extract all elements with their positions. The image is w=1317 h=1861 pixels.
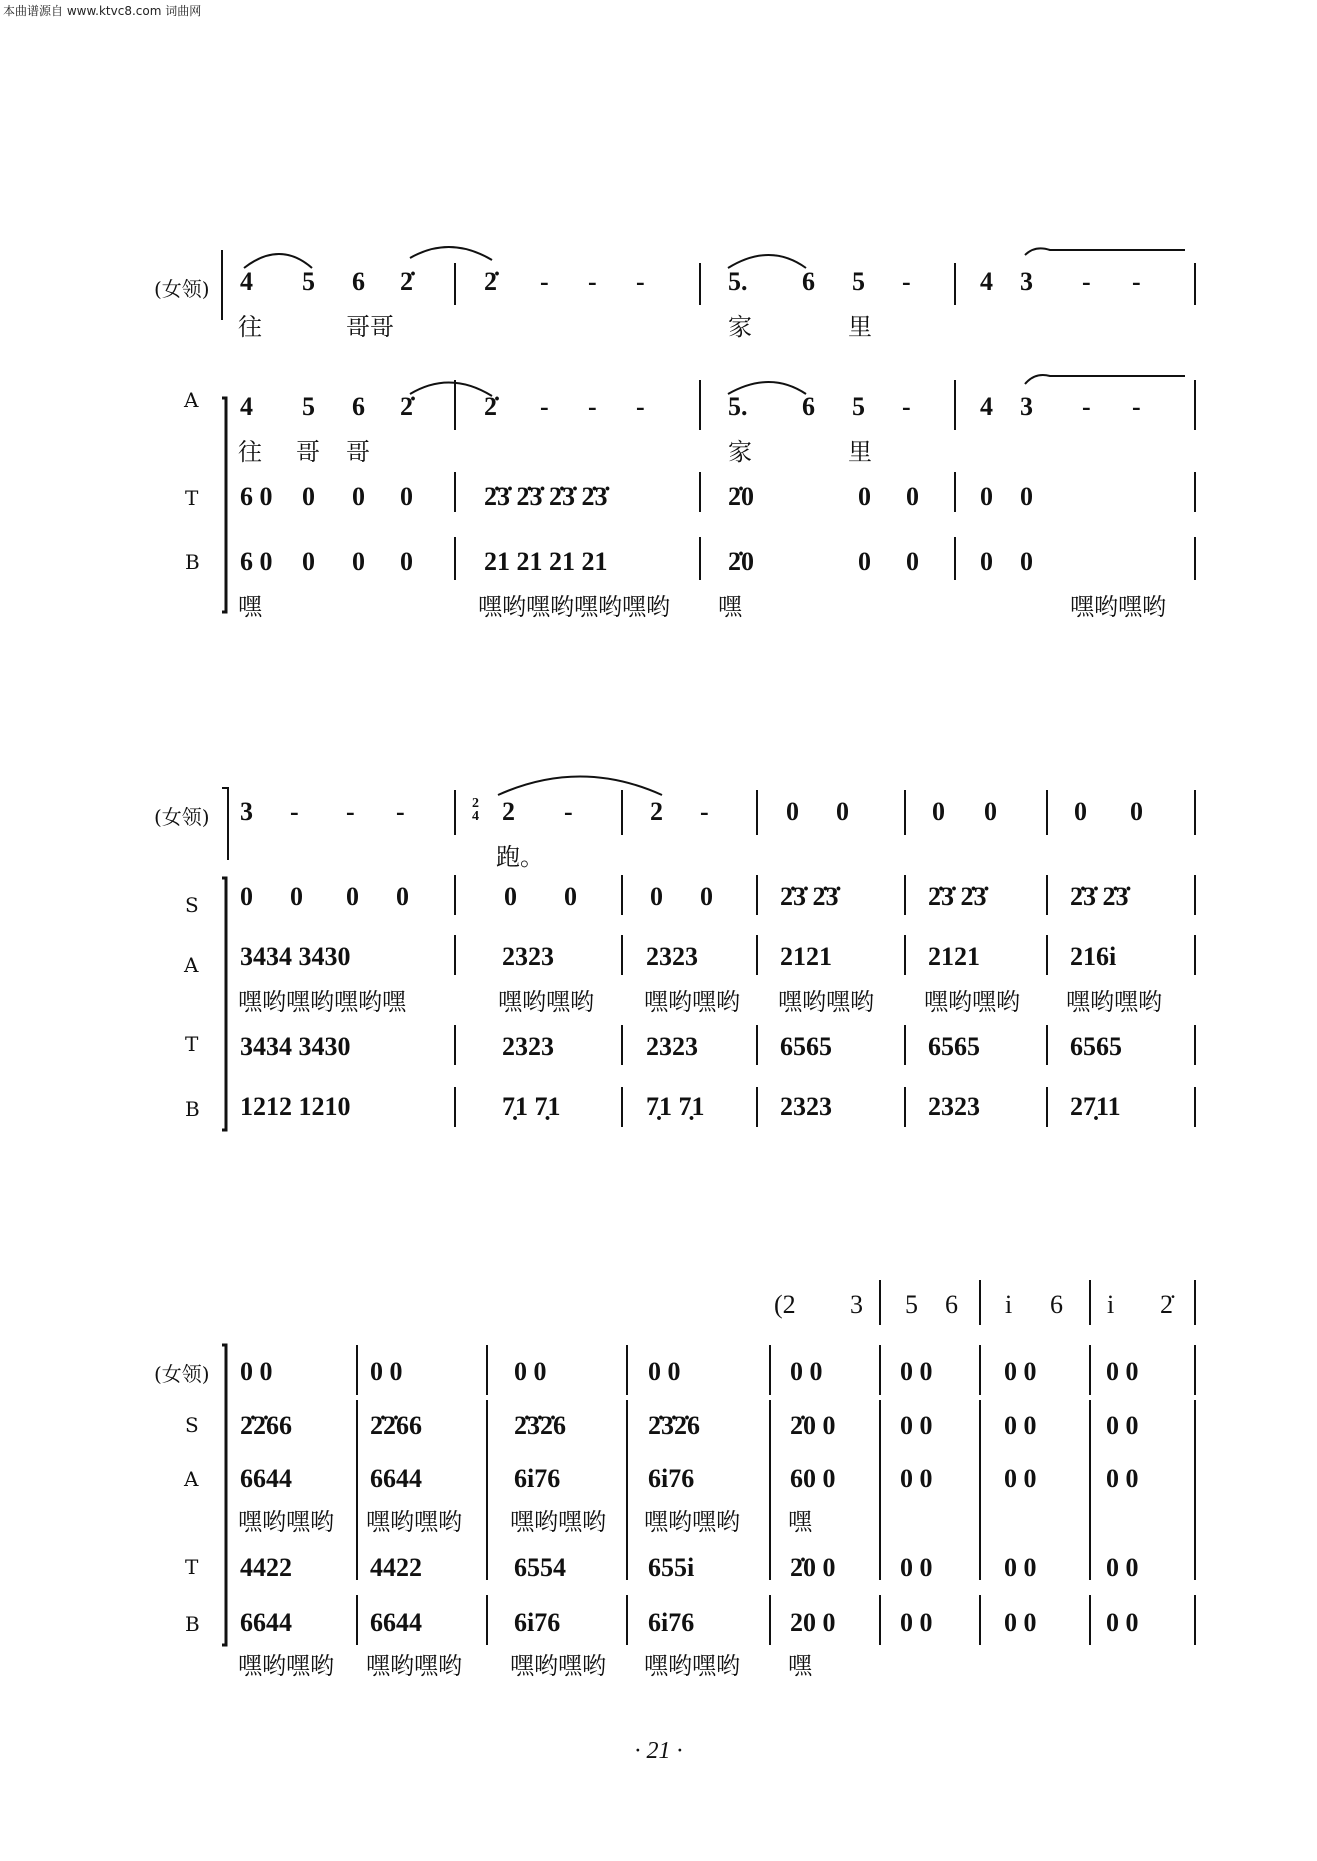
part-label-tenor: T: [185, 1555, 199, 1579]
part-label-tenor: T: [185, 486, 199, 510]
note: 0: [504, 882, 517, 911]
lyric: 家: [728, 313, 752, 341]
note: 2̇3̇ 2̇3̇: [780, 882, 839, 911]
lyric: 往: [238, 438, 262, 466]
note: 2̇: [400, 392, 413, 421]
note: 0: [980, 547, 993, 576]
lyric: 家: [728, 438, 752, 466]
intro-note: i: [1107, 1290, 1115, 1319]
note: -: [396, 797, 405, 826]
note: 2121: [780, 942, 832, 971]
lyric: 往: [238, 313, 262, 341]
note: -: [1082, 392, 1091, 421]
note: 4: [980, 392, 993, 421]
page-number: · 21 ·: [634, 1738, 683, 1764]
note: 0 0: [1106, 1608, 1139, 1637]
note: 0 0: [1106, 1464, 1139, 1493]
part-label-soprano: S: [185, 893, 199, 917]
intro-note: 5: [905, 1290, 918, 1319]
part-label-alto: A: [184, 388, 199, 412]
note: -: [1132, 392, 1141, 421]
note: 6: [802, 392, 815, 421]
note: 2̇0 0: [790, 1411, 836, 1440]
lyric: 嘿: [718, 593, 742, 621]
note: 0 0: [1004, 1608, 1037, 1637]
note: -: [700, 797, 709, 826]
note: 2̇2̇66: [240, 1411, 292, 1440]
intro-note: 3: [850, 1290, 863, 1319]
note: 2̇0: [728, 547, 754, 576]
lyric: 嘿哟嘿哟: [366, 1508, 462, 1536]
note: 2̇3̇2̇6: [648, 1411, 700, 1440]
note: 0 0: [1004, 1411, 1037, 1440]
note: 6: [352, 267, 365, 296]
note: 0 0: [790, 1357, 823, 1386]
lyric: 嘿哟嘿哟: [510, 1652, 606, 1680]
note: 4: [980, 267, 993, 296]
note: 6 0: [240, 482, 273, 511]
note: 0: [786, 797, 799, 826]
note: 0: [858, 482, 871, 511]
part-label-bass: B: [185, 1612, 200, 1636]
note: -: [588, 392, 597, 421]
part-label-bass: B: [185, 550, 200, 574]
note: 0 0: [900, 1411, 933, 1440]
note: 6565: [928, 1032, 980, 1061]
lyric: 嘿哟嘿哟: [644, 988, 740, 1016]
part-label-alto: A: [184, 953, 199, 977]
note: 0: [858, 547, 871, 576]
note: 6 0: [240, 547, 273, 576]
note: 6i76: [514, 1608, 561, 1637]
note: 2̇0 0: [790, 1553, 836, 1582]
note: -: [636, 392, 645, 421]
lyric: 嘿哟嘿哟: [366, 1652, 462, 1680]
note: 0 0: [370, 1357, 403, 1386]
note: 3434 3430: [240, 942, 351, 971]
lyric: 嘿哟嘿哟: [778, 988, 874, 1016]
note: 0 0: [900, 1608, 933, 1637]
note: 2̇: [484, 392, 497, 421]
note: 6644: [240, 1464, 292, 1493]
note: 2: [502, 797, 515, 826]
note: 2̇: [484, 267, 497, 296]
note: 6: [802, 267, 815, 296]
lyric: 嘿哟嘿哟: [644, 1508, 740, 1536]
note: 6644: [370, 1608, 422, 1637]
lyric: 嘿: [788, 1508, 812, 1536]
note: 2323: [646, 942, 698, 971]
part-label-bass: B: [185, 1097, 200, 1121]
intro-note: (2: [774, 1290, 796, 1319]
note: 0: [984, 797, 997, 826]
note: 5: [302, 267, 315, 296]
lyric: 嘿哟嘿哟: [644, 1652, 740, 1680]
lyric: 嘿哟嘿哟: [510, 1508, 606, 1536]
note: -: [588, 267, 597, 296]
lyric: 嘿哟嘿哟: [1070, 593, 1166, 621]
note: 0 0: [1106, 1357, 1139, 1386]
intro-note: 2̇: [1160, 1290, 1173, 1319]
note: 6565: [780, 1032, 832, 1061]
note: 5: [302, 392, 315, 421]
note: 2: [650, 797, 663, 826]
note: 216i: [1070, 942, 1117, 971]
note: 4422: [370, 1553, 422, 1582]
note: -: [540, 392, 549, 421]
part-label-lead: (女领): [154, 805, 210, 829]
note: 2323: [502, 942, 554, 971]
note: 0: [564, 882, 577, 911]
lyric: 嘿哟嘿哟: [1066, 988, 1162, 1016]
note: 4422: [240, 1553, 292, 1582]
note: 2̇2̇66: [370, 1411, 422, 1440]
note: 1212 1210: [240, 1092, 351, 1121]
note: 27̣11: [1070, 1092, 1121, 1121]
note: -: [346, 797, 355, 826]
note: -: [540, 267, 549, 296]
note: 6: [352, 392, 365, 421]
note: 6i76: [514, 1464, 561, 1493]
note: 6i76: [648, 1464, 695, 1493]
note: 2̇3̇ 2̇3̇ 2̇3̇ 2̇3̇: [484, 482, 608, 511]
note: 0: [290, 882, 303, 911]
lyric: 哥: [296, 438, 320, 466]
note: 0 0: [1004, 1553, 1037, 1582]
lyric: 嘿哟嘿哟嘿哟嘿哟: [478, 593, 670, 621]
source-header: 本曲谱源自 www.ktvc8.com 词曲网: [3, 4, 202, 18]
note: 5: [852, 267, 865, 296]
note: 0: [1130, 797, 1143, 826]
note: 2323: [502, 1032, 554, 1061]
note: 2323: [928, 1092, 980, 1121]
lyric: 嘿哟嘿哟: [238, 1508, 334, 1536]
note: 0: [396, 882, 409, 911]
lyric: 哥: [346, 438, 370, 466]
lyric: 嘿哟嘿哟: [924, 988, 1020, 1016]
note: 0: [240, 882, 253, 911]
note: 20 0: [790, 1608, 836, 1637]
note: 0: [1074, 797, 1087, 826]
note: 0: [352, 482, 365, 511]
note: 4: [240, 267, 253, 296]
note: 60 0: [790, 1464, 836, 1493]
part-label-lead: (女领): [154, 1362, 210, 1386]
note: 0: [302, 547, 315, 576]
note: 0 0: [1004, 1464, 1037, 1493]
part-label-soprano: S: [185, 1413, 199, 1437]
note: 0: [1020, 482, 1033, 511]
note: 0: [906, 547, 919, 576]
note: 6644: [370, 1464, 422, 1493]
lyric: 里: [848, 438, 872, 466]
note: 5.: [728, 267, 748, 296]
intro-note: 6: [945, 1290, 958, 1319]
part-label-tenor: T: [185, 1032, 199, 1056]
lyric: 嘿哟嘿哟嘿哟嘿: [238, 988, 406, 1016]
note: 2323: [646, 1032, 698, 1061]
note: 655i: [648, 1553, 695, 1582]
note: 6i76: [648, 1608, 695, 1637]
lyric: 跑。: [496, 843, 544, 871]
note: 6644: [240, 1608, 292, 1637]
note: 21 21 21 21: [484, 547, 608, 576]
note: 0: [980, 482, 993, 511]
lyric: 嘿: [788, 1652, 812, 1680]
note: 0: [836, 797, 849, 826]
lyric: 嘿哟嘿哟: [498, 988, 594, 1016]
note: -: [636, 267, 645, 296]
note: 0 0: [1106, 1411, 1139, 1440]
note: -: [290, 797, 299, 826]
note: 0: [346, 882, 359, 911]
note: 2̇3̇ 2̇3̇: [928, 882, 987, 911]
lyric: 嘿: [238, 593, 262, 621]
note: -: [1132, 267, 1141, 296]
note: 0 0: [1004, 1357, 1037, 1386]
note: 0: [906, 482, 919, 511]
note: 5.: [728, 392, 748, 421]
note: 6554: [514, 1553, 566, 1582]
note: 3: [1020, 267, 1033, 296]
note: 7̣1 7̣1: [502, 1092, 561, 1121]
note: 0: [302, 482, 315, 511]
note: 7̣1 7̣1: [646, 1092, 705, 1121]
note: 0: [700, 882, 713, 911]
note: 0 0: [1106, 1553, 1139, 1582]
part-label-lead: (女领): [154, 277, 210, 301]
note: 2̇0: [728, 482, 754, 511]
note: 0: [400, 547, 413, 576]
note: 0: [400, 482, 413, 511]
note: 0 0: [514, 1357, 547, 1386]
note: 3: [1020, 392, 1033, 421]
note: -: [564, 797, 573, 826]
note: 2323: [780, 1092, 832, 1121]
note: 5: [852, 392, 865, 421]
note: 0 0: [648, 1357, 681, 1386]
note: 0 0: [240, 1357, 273, 1386]
intro-note: i: [1005, 1290, 1013, 1319]
note: 6565: [1070, 1032, 1122, 1061]
note: 2121: [928, 942, 980, 971]
lyric: 里: [848, 313, 872, 341]
note: -: [902, 392, 911, 421]
intro-note: 6: [1050, 1290, 1063, 1319]
note: 4: [240, 392, 253, 421]
note: 0: [1020, 547, 1033, 576]
note: 2̇3̇ 2̇3̇: [1070, 882, 1129, 911]
note: 3: [240, 797, 253, 826]
note: 0: [932, 797, 945, 826]
note: -: [902, 267, 911, 296]
lyric: 嘿哟嘿哟: [238, 1652, 334, 1680]
note: -: [1082, 267, 1091, 296]
note: 0 0: [900, 1553, 933, 1582]
note: 2̇: [400, 267, 413, 296]
note: 2̇3̇2̇6: [514, 1411, 566, 1440]
note: 3434 3430: [240, 1032, 351, 1061]
note: 0 0: [900, 1357, 933, 1386]
lyric: 哥哥: [346, 313, 394, 341]
part-label-alto: A: [184, 1467, 199, 1491]
note: 0: [352, 547, 365, 576]
time-signature: 2 4: [472, 796, 479, 824]
note: 0 0: [900, 1464, 933, 1493]
note: 0: [650, 882, 663, 911]
